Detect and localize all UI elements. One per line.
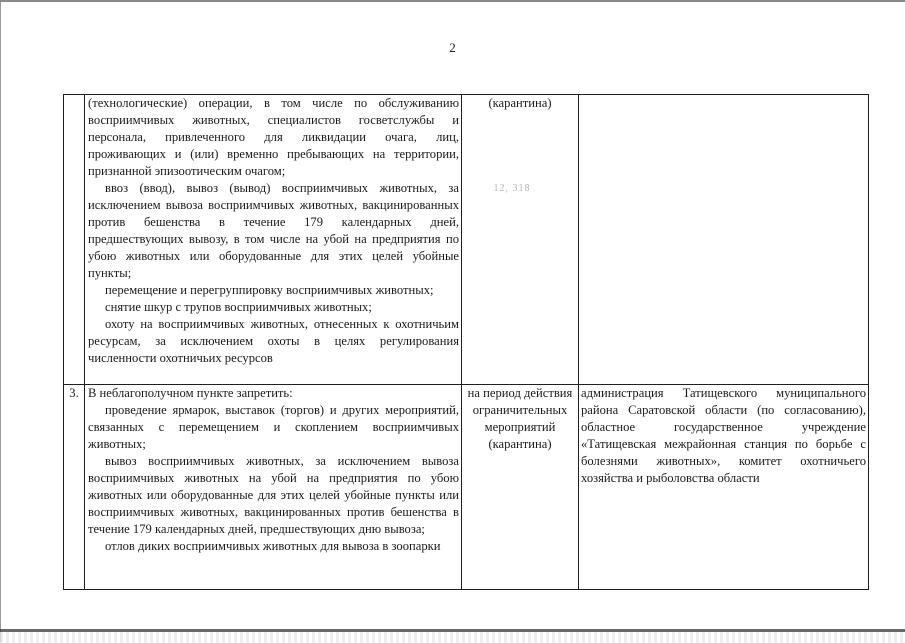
responsible-cell: [579, 95, 869, 385]
measure-text: ввоз (ввод), вывоз (вывод) восприимчивых животных, за исключением вывоза восприимчивых животных, вакцинированных против бешенства в течение 179 календарных дней, предшествующих вывозу, в том числе на убой на предприятия по убою животных или оборудованные для этих целей убойные пункты;: [88, 181, 459, 280]
measures-cell: [85, 385, 462, 590]
responsible-cell: [579, 385, 869, 590]
measure-text: проведение ярмарок, выставок (торгов) и других мероприятий, связанных с перемещением и скоплением восприимчивых животных;: [88, 403, 459, 451]
measure-text: снятие шкур с трупов восприимчивых животных;: [105, 300, 372, 314]
measure-text: охоту на восприимчивых животных, отнесенных к охотничьим ресурсам, за исключением охоты в целях регулирования численности охотничьих ресурсов: [88, 317, 459, 365]
measure-text: перемещение и перегруппировку восприимчивых животных;: [105, 283, 434, 297]
term-cell: [462, 385, 579, 590]
table-row: [64, 95, 869, 385]
measure-text: отлов диких восприимчивых животных для вывоза в зоопарки: [105, 539, 441, 553]
measure-text: вывоз восприимчивых животных, за исключением вывоза восприимчивых животных на убой на предприятия по убою животных или оборудованные для этих целей убойные пункты или восприимчивых животных, вакцинированных против бешенства в течение 179 календарных дней, предшествующих дню вывоза;: [88, 454, 459, 536]
measure-text: В неблагополучном пункте запретить:: [88, 386, 293, 400]
term-cell: [462, 95, 579, 385]
scan-border-top: [0, 0, 905, 11]
faded-stamp-mark: 12, 318: [493, 183, 531, 194]
table-row: [64, 385, 869, 590]
row-number-cell: 3.: [64, 385, 85, 590]
row-number-cell: [64, 95, 85, 385]
measures-cell: [85, 95, 462, 385]
measure-text: (технологические) операции, в том числе по обслуживанию восприимчивых животных, специалистов госветслужбы и персонала, привлеченного для ликвидации очага, лиц, проживающих и (или) временно пребывающих на территории, признанной эпизоотическим очагом;: [88, 96, 459, 178]
measures-table: [63, 94, 869, 590]
page-number: 2: [449, 40, 456, 55]
scan-border-bottom: [0, 629, 905, 643]
term-text: (карантина): [488, 96, 552, 110]
term-text: на период действия ограничительных мероприятий (карантина): [467, 386, 573, 451]
responsible-text: администрация Татищевского муниципального района Саратовской области (по согласованию), областное государственное учреждение «Татищевская межрайонная станция по борьбе с болезнями животных», комитет охотничьего хозяйства и рыболовства области: [581, 386, 866, 485]
